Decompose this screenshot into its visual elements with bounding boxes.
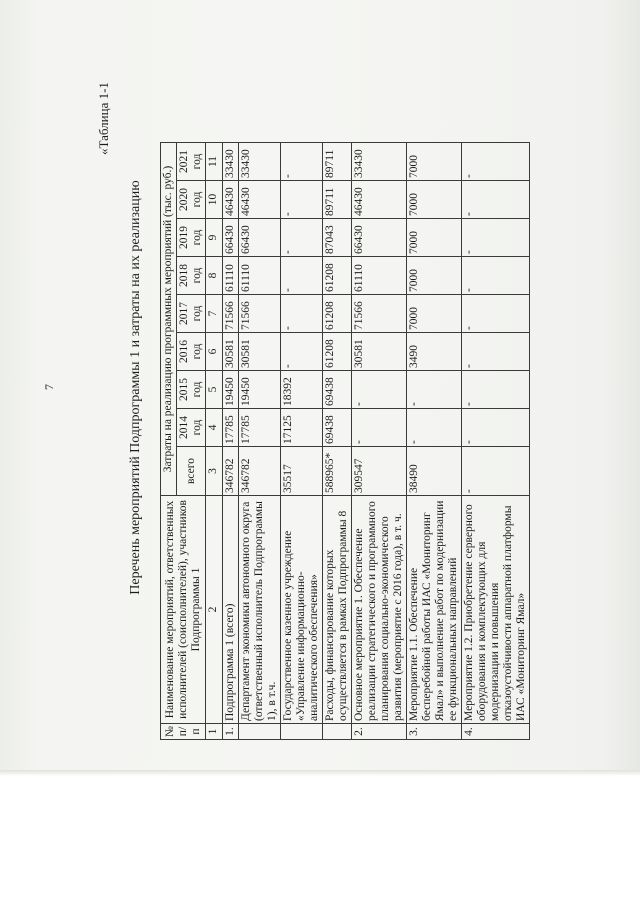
row-total-value: 35517 bbox=[281, 447, 323, 496]
row-year-value: - bbox=[281, 295, 323, 333]
column-index: 11 bbox=[206, 143, 223, 181]
row-year-value: 46430 bbox=[223, 181, 239, 219]
row-year-value: - bbox=[352, 371, 407, 409]
row-year-value: 17785 bbox=[239, 409, 281, 447]
row-year-value: - bbox=[281, 143, 323, 181]
row-year-value: - bbox=[462, 295, 530, 333]
header-year: 2019 год bbox=[177, 219, 206, 257]
costs-table bbox=[160, 142, 530, 740]
column-index: 8 bbox=[206, 257, 223, 295]
row-name: Подпрограмма 1 (всего) bbox=[223, 496, 239, 724]
table-row bbox=[352, 143, 407, 740]
row-name: Мероприятие 1.1. Обеспечение бесперебойной работы ИАС «Мониторинг Ямал» и выполнение работ по модернизации ее функциональных направлений bbox=[407, 496, 462, 724]
row-year-value: - bbox=[352, 409, 407, 447]
header-year: 2014 год bbox=[177, 409, 206, 447]
row-year-value: 71566 bbox=[223, 295, 239, 333]
table-row bbox=[407, 143, 462, 740]
row-year-value: 89711 bbox=[323, 181, 352, 219]
row-year-value: 7000 bbox=[407, 219, 462, 257]
row-year-value: 87043 bbox=[323, 219, 352, 257]
row-year-value: 61110 bbox=[352, 257, 407, 295]
document-title: Перечень мероприятий Подпрограммы 1 и затраты на их реализацию bbox=[128, 180, 143, 595]
row-year-value: 33430 bbox=[352, 143, 407, 181]
table-row bbox=[323, 143, 352, 740]
row-year-value: - bbox=[281, 333, 323, 371]
table-row bbox=[462, 143, 530, 740]
row-year-value: 69438 bbox=[323, 371, 352, 409]
row-number bbox=[281, 724, 323, 740]
header-total: всего bbox=[177, 447, 206, 496]
row-year-value: 3490 bbox=[407, 333, 462, 371]
row-year-value: 33430 bbox=[239, 143, 281, 181]
row-year-value: 7000 bbox=[407, 257, 462, 295]
column-index: 1 bbox=[206, 724, 223, 740]
row-number bbox=[239, 724, 281, 740]
column-index: 7 bbox=[206, 295, 223, 333]
table-caption: «Таблица 1-1 bbox=[96, 82, 111, 155]
row-year-value: 30581 bbox=[239, 333, 281, 371]
header-year: 2018 год bbox=[177, 257, 206, 295]
row-year-value: 17125 bbox=[281, 409, 323, 447]
table-row bbox=[223, 143, 239, 740]
row-name: Мероприятие 1.2. Приобретение серверного оборудования и комплектующих для модернизации и повышения отказоустойчивости аппаратной платформы ИАС «Мониторинг Ямал» bbox=[462, 496, 530, 724]
header-costs: Затраты на реализацию программных мероприятий (тыс. руб.) bbox=[161, 143, 177, 496]
header-year: 2016 год bbox=[177, 333, 206, 371]
header-year: 2015 год bbox=[177, 371, 206, 409]
row-number: 3. bbox=[407, 724, 462, 740]
column-index: 10 bbox=[206, 181, 223, 219]
row-year-value: 66430 bbox=[223, 219, 239, 257]
header-name: Наименование мероприятий, ответственных исполнителей (соисполнителей), участников Подпрограммы 1 bbox=[161, 496, 206, 724]
row-total-value: 346782 bbox=[223, 447, 239, 496]
row-year-value: 19450 bbox=[239, 371, 281, 409]
row-year-value: 66430 bbox=[239, 219, 281, 257]
row-year-value: - bbox=[462, 409, 530, 447]
row-year-value: 61208 bbox=[323, 333, 352, 371]
row-total-value: - bbox=[462, 447, 530, 496]
row-name: Департамент экономики автономного округа (ответственный исполнитель Подпрограммы 1), в т.ч. bbox=[239, 496, 281, 724]
row-name: Государственное казенное учреждение «Управление информационно-аналитического обеспечения» bbox=[281, 496, 323, 724]
row-year-value: 7000 bbox=[407, 295, 462, 333]
row-total-value: 309547 bbox=[352, 447, 407, 496]
header-year: 2021 год bbox=[177, 143, 206, 181]
row-year-value: 61110 bbox=[223, 257, 239, 295]
row-year-value: - bbox=[281, 219, 323, 257]
row-year-value: - bbox=[281, 181, 323, 219]
row-year-value: 69438 bbox=[323, 409, 352, 447]
row-year-value: 61208 bbox=[323, 295, 352, 333]
row-year-value: - bbox=[462, 219, 530, 257]
column-index: 9 bbox=[206, 219, 223, 257]
table-row bbox=[281, 143, 323, 740]
row-year-value: 61110 bbox=[239, 257, 281, 295]
row-year-value: - bbox=[462, 257, 530, 295]
row-year-value: - bbox=[462, 371, 530, 409]
row-total-value: 588965* bbox=[323, 447, 352, 496]
row-name: Основное мероприятие 1. Обеспечение реализации стратегического и программного планирования социально-экономического развития (мероприятие с 2016 года), в т. ч. bbox=[352, 496, 407, 724]
row-year-value: - bbox=[462, 333, 530, 371]
row-year-value: 66430 bbox=[352, 219, 407, 257]
row-total-value: 346782 bbox=[239, 447, 281, 496]
row-year-value: 71566 bbox=[239, 295, 281, 333]
row-year-value: - bbox=[462, 143, 530, 181]
row-year-value: 46430 bbox=[352, 181, 407, 219]
column-index-row bbox=[206, 143, 223, 740]
row-number: 4. bbox=[462, 724, 530, 740]
row-year-value: 46430 bbox=[239, 181, 281, 219]
row-name: Расходы, финансирование которых осуществляется в рамках Подпрограммы 8 bbox=[323, 496, 352, 724]
column-index: 5 bbox=[206, 371, 223, 409]
row-year-value: 30581 bbox=[223, 333, 239, 371]
row-year-value: 61208 bbox=[323, 257, 352, 295]
header-row-1 bbox=[161, 143, 177, 740]
row-year-value: 7000 bbox=[407, 181, 462, 219]
row-year-value: 71566 bbox=[352, 295, 407, 333]
row-year-value: 30581 bbox=[352, 333, 407, 371]
column-index: 2 bbox=[206, 496, 223, 724]
header-year: 2017 год bbox=[177, 295, 206, 333]
header-number: № п/п bbox=[161, 724, 206, 740]
row-number: 1. bbox=[223, 724, 239, 740]
row-year-value: 33430 bbox=[223, 143, 239, 181]
header-year: 2020 год bbox=[177, 181, 206, 219]
row-year-value: 17785 bbox=[223, 409, 239, 447]
row-year-value: 19450 bbox=[223, 371, 239, 409]
column-index: 6 bbox=[206, 333, 223, 371]
row-year-value: - bbox=[407, 409, 462, 447]
row-year-value: 89711 bbox=[323, 143, 352, 181]
row-year-value: 7000 bbox=[407, 143, 462, 181]
row-total-value: 38490 bbox=[407, 447, 462, 496]
column-index: 4 bbox=[206, 409, 223, 447]
row-year-value: - bbox=[462, 181, 530, 219]
row-year-value: - bbox=[281, 257, 323, 295]
table-row bbox=[239, 143, 281, 740]
row-year-value: - bbox=[407, 371, 462, 409]
page-number: 7 bbox=[42, 384, 56, 390]
column-index: 3 bbox=[206, 447, 223, 496]
row-year-value: 18392 bbox=[281, 371, 323, 409]
row-number: 2. bbox=[352, 724, 407, 740]
row-number bbox=[323, 724, 352, 740]
